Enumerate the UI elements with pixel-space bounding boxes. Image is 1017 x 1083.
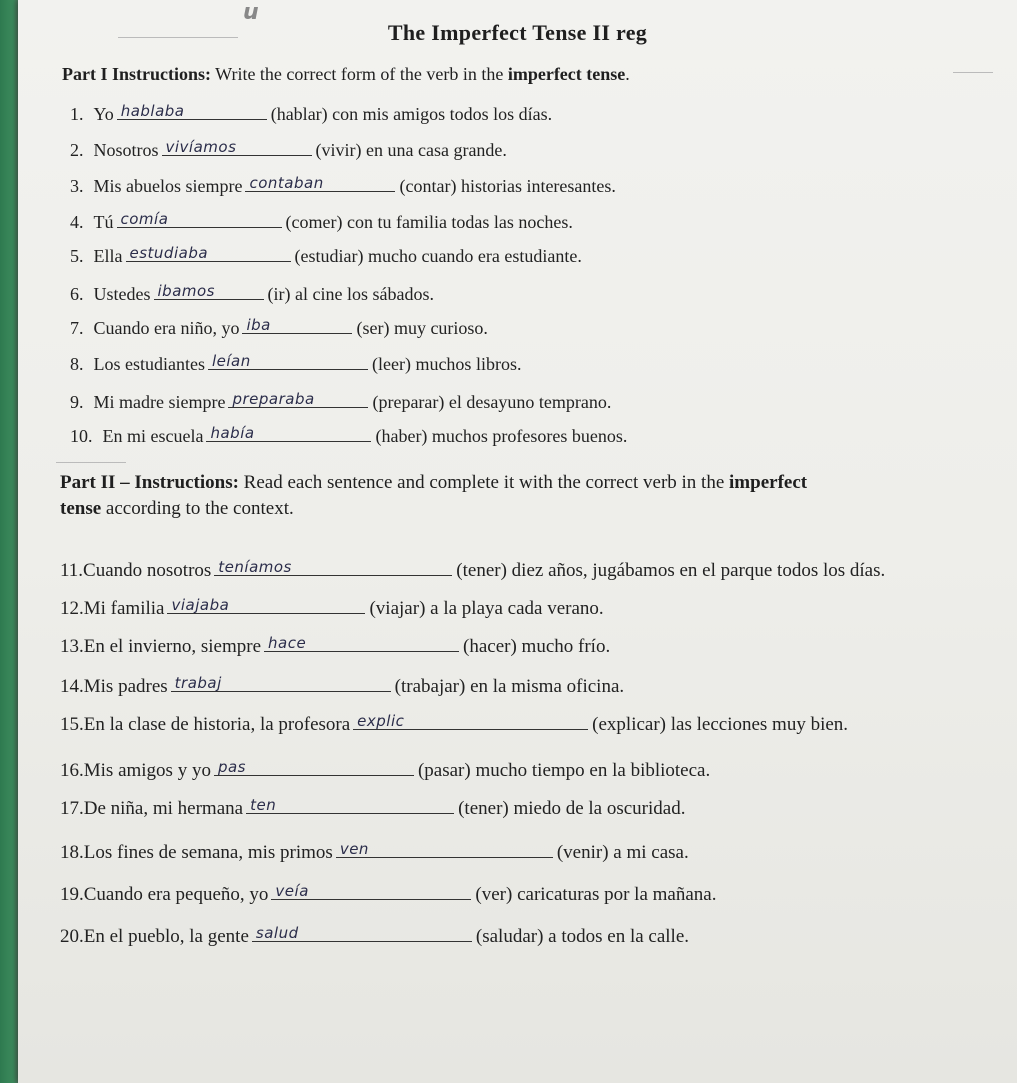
question-number: 7. bbox=[70, 318, 84, 338]
question-line bbox=[70, 388, 611, 413]
answer-blank[interactable] bbox=[228, 388, 368, 408]
question-line bbox=[60, 756, 710, 782]
sentence-start: Mi madre siempre bbox=[93, 392, 226, 412]
sentence-start: Mi familia bbox=[83, 598, 165, 619]
question-line bbox=[60, 594, 604, 620]
handwritten-answer: hace bbox=[268, 634, 307, 652]
answer-blank[interactable] bbox=[214, 756, 414, 776]
question-line bbox=[70, 422, 627, 447]
part2-instructions: Part II – Instructions: Read each sentence and complete it with the correct verb in the imperfect tense according to the context. bbox=[60, 472, 808, 519]
handwritten-answer: teníamos bbox=[218, 558, 292, 576]
answer-blank[interactable] bbox=[171, 672, 391, 692]
page-title: The Imperfect Tense II reg bbox=[387, 20, 648, 45]
sentence-end: (contar) historias interesantes. bbox=[399, 176, 616, 196]
sentence-start: En el pueblo, la gente bbox=[83, 926, 249, 947]
question-number: 8. bbox=[70, 354, 84, 374]
sentence-end: (haber) muchos profesores buenos. bbox=[375, 426, 628, 446]
sentence-end: (comer) con tu familia todas las noches. bbox=[285, 212, 573, 232]
sentence-start: Tú bbox=[93, 212, 114, 232]
sentence-end: (saludar) a todos en la calle. bbox=[475, 926, 690, 947]
answer-blank[interactable] bbox=[167, 594, 365, 614]
handwritten-answer: explic bbox=[357, 712, 405, 730]
sentence-start: Mis abuelos siempre bbox=[93, 176, 243, 196]
sentence-start: Yo bbox=[93, 104, 114, 124]
sentence-end: (leer) muchos libros. bbox=[371, 354, 522, 374]
handwritten-answer: contaban bbox=[249, 174, 324, 192]
question-number: 14. bbox=[60, 676, 84, 697]
sentence-end: (preparar) el desayuno temprano. bbox=[372, 392, 612, 412]
answer-blank[interactable] bbox=[245, 172, 395, 192]
answer-blank[interactable] bbox=[162, 136, 312, 156]
sentence-start: Los fines de semana, mis primos bbox=[83, 842, 333, 863]
question-number: 19. bbox=[60, 884, 84, 905]
question-number: 16. bbox=[60, 760, 84, 781]
handwritten-answer: hablaba bbox=[120, 102, 185, 120]
answer-blank[interactable] bbox=[264, 632, 459, 652]
sentence-end: (trabajar) en la misma oficina. bbox=[394, 676, 625, 697]
question-number: 6. bbox=[70, 284, 84, 304]
question-number: 4. bbox=[70, 212, 84, 232]
question-number: 11. bbox=[60, 560, 84, 581]
sentence-start: Nosotros bbox=[93, 140, 159, 160]
sentence-start: Mis amigos y yo bbox=[83, 760, 211, 781]
sentence-start: Mis padres bbox=[83, 676, 168, 697]
handwritten-answer: viajaba bbox=[171, 596, 230, 614]
question-line bbox=[60, 710, 848, 736]
sentence-end: (tener) miedo de la oscuridad. bbox=[458, 798, 686, 819]
question-number: 15. bbox=[60, 714, 84, 735]
sentence-start: En la clase de historia, la profesora bbox=[83, 714, 351, 735]
handwritten-answer: ibamos bbox=[157, 282, 215, 300]
handwritten-answer: había bbox=[210, 424, 255, 442]
question-number: 3. bbox=[70, 176, 84, 196]
sentence-start: Ustedes bbox=[93, 284, 151, 304]
handwritten-answer: pas bbox=[217, 758, 246, 776]
answer-blank[interactable] bbox=[271, 880, 471, 900]
handwritten-answer: vivíamos bbox=[165, 138, 237, 156]
sentence-end: (tener) diez años, jugábamos en el parque todos los días. bbox=[456, 560, 886, 581]
question-line bbox=[60, 922, 689, 948]
question-line bbox=[70, 242, 582, 267]
handwritten-answer: salud bbox=[255, 924, 299, 942]
handwritten-answer: iba bbox=[246, 316, 271, 334]
sentence-start: De niña, mi hermana bbox=[83, 798, 244, 819]
question-number: 13. bbox=[60, 636, 84, 657]
question-line bbox=[60, 632, 610, 658]
handwritten-answer: veía bbox=[275, 882, 309, 900]
sentence-start: Cuando era pequeño, yo bbox=[83, 884, 269, 905]
part1-instructions: Part I Instructions: Write the correct form of the verb in the imperfect tense. bbox=[62, 64, 630, 84]
worksheet bbox=[18, 0, 1017, 1083]
divider bbox=[56, 462, 126, 463]
sentence-end: (ir) al cine los sábados. bbox=[267, 284, 434, 304]
question-line bbox=[70, 136, 507, 161]
sentence-start: En el invierno, siempre bbox=[83, 636, 262, 657]
question-line bbox=[70, 314, 488, 339]
sentence-start: Cuando nosotros bbox=[83, 560, 212, 581]
answer-blank[interactable] bbox=[353, 710, 588, 730]
question-number: 18. bbox=[60, 842, 84, 863]
question-number: 10. bbox=[70, 426, 93, 446]
sentence-start: Ella bbox=[93, 246, 123, 266]
handwritten-answer: preparaba bbox=[232, 390, 315, 408]
handwritten-answer: ten bbox=[250, 796, 277, 814]
answer-blank[interactable] bbox=[208, 350, 368, 370]
question-line bbox=[60, 880, 716, 906]
answer-blank[interactable] bbox=[117, 100, 267, 120]
answer-blank[interactable] bbox=[242, 314, 352, 334]
handwritten-answer: comía bbox=[120, 210, 169, 228]
question-line bbox=[70, 350, 521, 375]
sentence-start: Cuando era niño, yo bbox=[93, 318, 240, 338]
question-line bbox=[70, 280, 434, 305]
sentence-end: (viajar) a la playa cada verano. bbox=[369, 598, 604, 619]
answer-blank[interactable] bbox=[154, 280, 264, 300]
answer-blank[interactable] bbox=[126, 242, 291, 262]
pencil-mark-icon: 𝙪 bbox=[243, 0, 259, 25]
sentence-end: (ver) caricaturas por la mañana. bbox=[475, 884, 717, 905]
sentence-end: (vivir) en una casa grande. bbox=[315, 140, 507, 160]
sentence-end: (ser) muy curioso. bbox=[356, 318, 488, 338]
question-line bbox=[60, 838, 689, 864]
question-line bbox=[70, 172, 616, 197]
question-number: 2. bbox=[70, 140, 84, 160]
sentence-end: (estudiar) mucho cuando era estudiante. bbox=[294, 246, 582, 266]
sentence-end: (pasar) mucho tiempo en la biblioteca. bbox=[417, 760, 711, 781]
question-number: 20. bbox=[60, 926, 84, 947]
handwritten-answer: ven bbox=[339, 840, 369, 858]
sentence-start: Los estudiantes bbox=[93, 354, 205, 374]
divider bbox=[953, 72, 993, 73]
question-number: 9. bbox=[70, 392, 84, 412]
question-number: 5. bbox=[70, 246, 84, 266]
sentence-end: (hacer) mucho frío. bbox=[463, 636, 611, 657]
question-line bbox=[60, 794, 685, 820]
answer-blank[interactable] bbox=[336, 838, 553, 858]
handwritten-answer: leían bbox=[211, 352, 251, 370]
sentence-end: (hablar) con mis amigos todos los días. bbox=[270, 104, 553, 124]
sentence-start: En mi escuela bbox=[102, 426, 204, 446]
answer-blank[interactable] bbox=[252, 922, 472, 942]
question-line bbox=[60, 672, 624, 698]
answer-blank[interactable] bbox=[117, 208, 282, 228]
sentence-end: (explicar) las lecciones muy bien. bbox=[592, 714, 849, 735]
answer-blank[interactable] bbox=[206, 422, 371, 442]
answer-blank[interactable] bbox=[246, 794, 454, 814]
question-line bbox=[60, 556, 885, 582]
question-line bbox=[70, 100, 552, 125]
answer-blank[interactable] bbox=[214, 556, 452, 576]
question-number: 17. bbox=[60, 798, 84, 819]
handwritten-answer: trabaj bbox=[174, 674, 222, 692]
question-line bbox=[70, 208, 573, 233]
question-number: 1. bbox=[70, 104, 84, 124]
question-number: 12. bbox=[60, 598, 84, 619]
handwritten-answer: estudiaba bbox=[129, 244, 209, 262]
sentence-end: (venir) a mi casa. bbox=[556, 842, 689, 863]
